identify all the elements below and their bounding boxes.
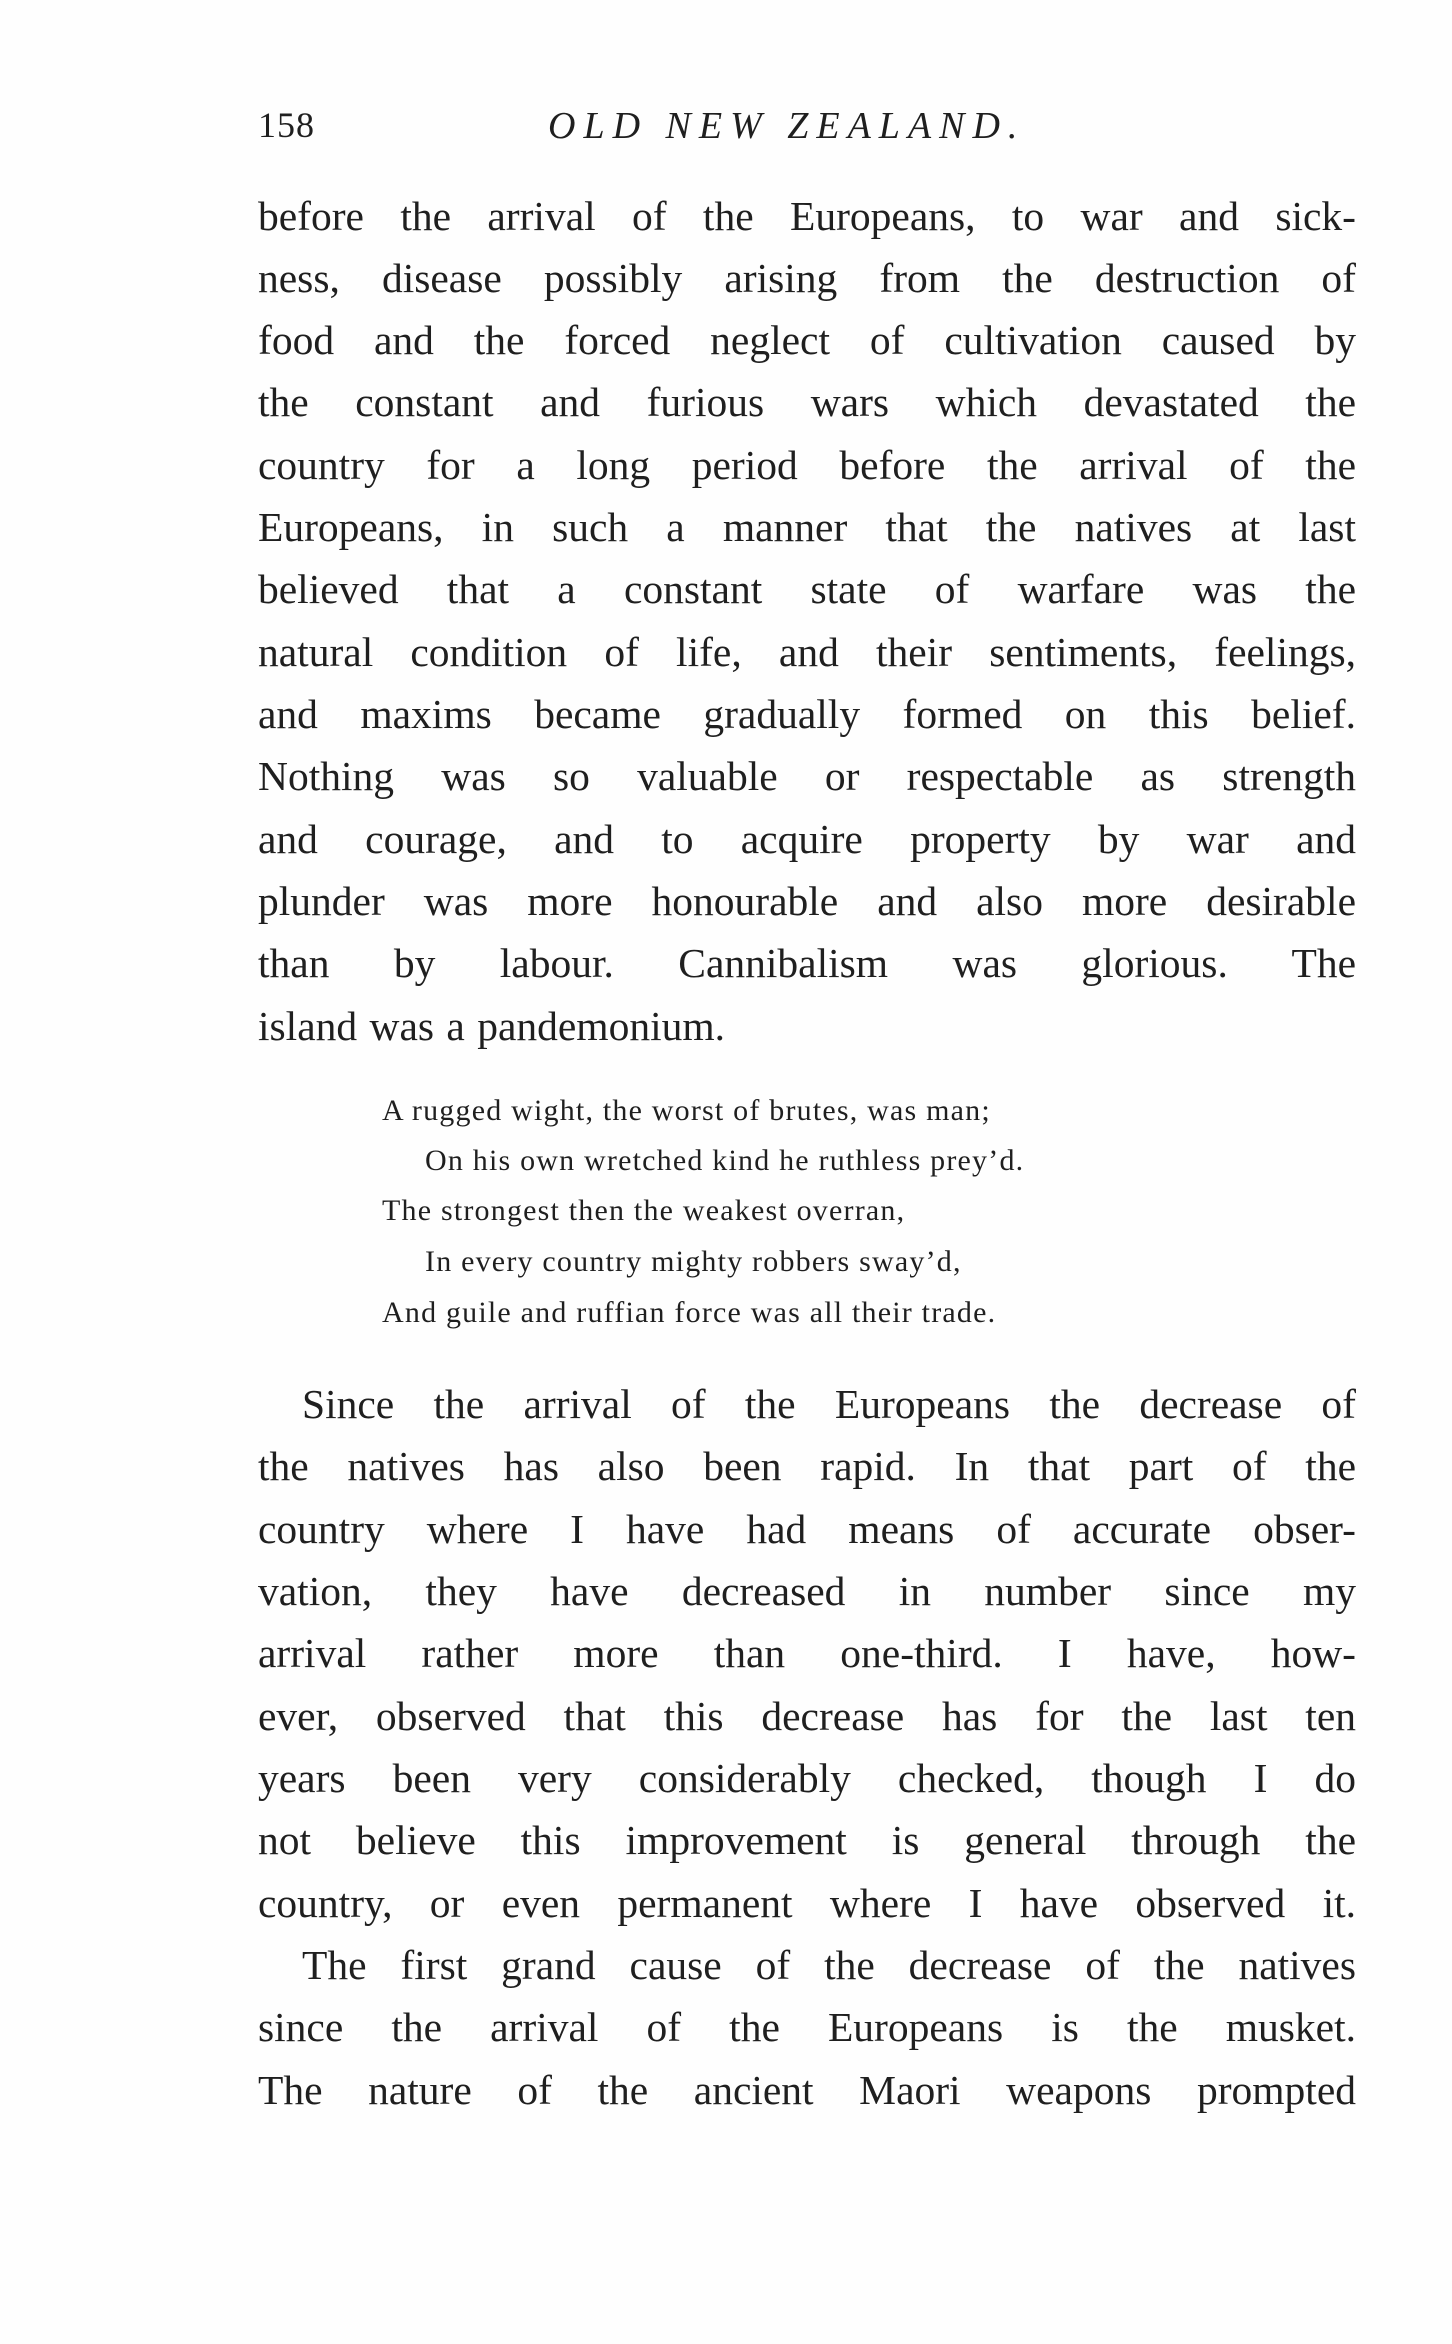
verse-line-1: A rugged wight, the worst of brutes, was man; bbox=[382, 1094, 991, 1127]
paragraph-2-line-3: country where I have had means of accurate obser- bbox=[258, 1506, 1356, 1552]
verse-line-3: The strongest then the weakest overran, bbox=[382, 1194, 906, 1227]
paragraph-1-line-13: than by labour. Cannibalism was glorious. The bbox=[258, 940, 1356, 986]
paragraph-1-line-12: plunder was more honourable and also more desirable bbox=[258, 878, 1356, 924]
paragraph-2-line-4: vation, they have decreased in number since my bbox=[258, 1568, 1356, 1614]
paragraph-1-line-5: country for a long period before the arrival of the bbox=[258, 442, 1356, 488]
paragraph-2-line-8: not believe this improvement is general through the bbox=[258, 1817, 1356, 1863]
paragraph-2-line-1: Since the arrival of the Europeans the decrease of bbox=[302, 1381, 1356, 1427]
paragraph-1-line-14: island was a pandemonium. bbox=[258, 1003, 726, 1049]
page-number: 158 bbox=[258, 105, 315, 145]
verse-line-5: And guile and ruffian force was all their trade. bbox=[382, 1296, 997, 1329]
running-header bbox=[258, 104, 1358, 164]
paragraph-2-line-5: arrival rather more than one-third. I have, how- bbox=[258, 1630, 1356, 1676]
paragraph-1-line-9: and maxims became gradually formed on this belief. bbox=[258, 691, 1356, 737]
paragraph-3-line-3: The nature of the ancient Maori weapons prompted bbox=[258, 2067, 1356, 2113]
paragraph-1-line-7: believed that a constant state of warfare was the bbox=[258, 566, 1356, 612]
paragraph-1-line-10: Nothing was so valuable or respectable as strength bbox=[258, 753, 1356, 799]
paragraph-1-line-11: and courage, and to acquire property by war and bbox=[258, 816, 1356, 862]
paragraph-1-line-4: the constant and furious wars which devastated the bbox=[258, 379, 1356, 425]
paragraph-2-line-7: years been very considerably checked, though I do bbox=[258, 1755, 1356, 1801]
verse-line-2: On his own wretched kind he ruthless prey’d. bbox=[425, 1144, 1025, 1177]
paragraph-2-line-2: the natives has also been rapid. In that part of the bbox=[258, 1443, 1356, 1489]
paragraph-1-line-3: food and the forced neglect of cultivation caused by bbox=[258, 317, 1356, 363]
paragraph-1-line-8: natural condition of life, and their sentiments, feelings, bbox=[258, 629, 1356, 675]
paragraph-1-line-1: before the arrival of the Europeans, to war and sick- bbox=[258, 193, 1356, 239]
verse-line-4: In every country mighty robbers sway’d, bbox=[425, 1245, 962, 1278]
paragraph-3-line-1: The first grand cause of the decrease of the natives bbox=[302, 1942, 1356, 1988]
paragraph-1-line-2: ness, disease possibly arising from the destruction of bbox=[258, 255, 1356, 301]
running-title: OLD NEW ZEALAND. bbox=[548, 105, 1026, 147]
paragraph-2-line-9: country, or even permanent where I have observed it. bbox=[258, 1880, 1356, 1926]
paragraph-3-line-2: since the arrival of the Europeans is the musket. bbox=[258, 2004, 1356, 2050]
paragraph-2-line-6: ever, observed that this decrease has for the last ten bbox=[258, 1693, 1356, 1739]
paragraph-1-line-6: Europeans, in such a manner that the natives at last bbox=[258, 504, 1356, 550]
